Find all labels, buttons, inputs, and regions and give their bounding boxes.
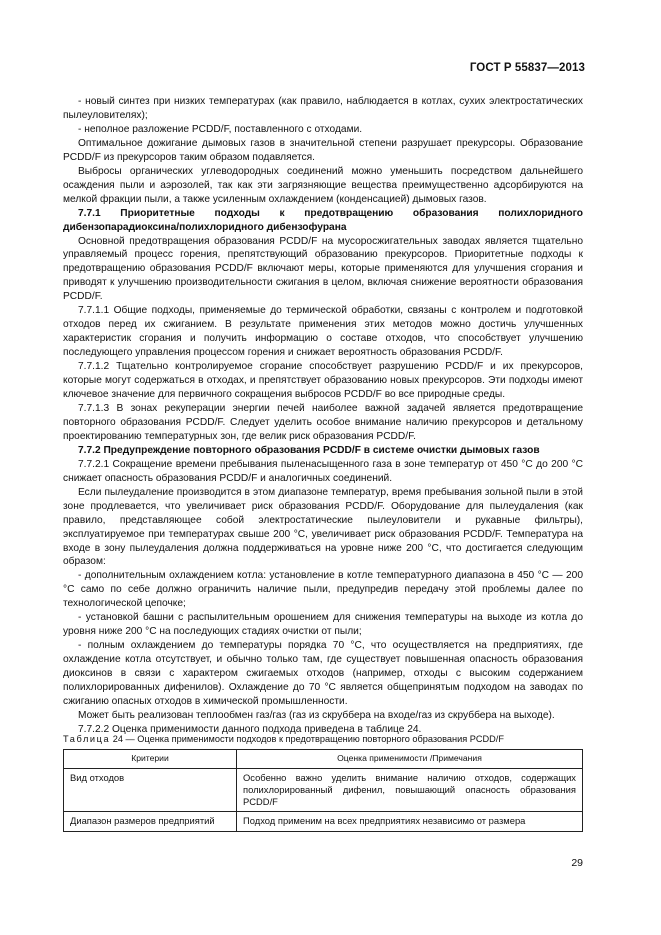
- table-cell-criterion: Вид отходов: [64, 769, 237, 812]
- table-row: [64, 812, 583, 832]
- column-header-assessment: Оценка применимости /Примечания: [237, 750, 583, 769]
- table-caption-label: Таблица: [63, 734, 111, 744]
- column-header-criteria: Критерии: [64, 750, 237, 769]
- paragraph: 7.7.1.1 Общие подходы, применяемые до термической обработки, связаны с контролем и подготовкой отходов перед их сжиганием. В результате применения этих методов можно достичь улучшенных характеристик сгорания и получить информацию о составе отходов, что способствует улучшению последующего управления процессом горения и снижает вероятность образования PCDD/F.: [63, 305, 583, 359]
- document-code-header: ГОСТ Р 55837—2013: [469, 62, 585, 74]
- paragraph: - неполное разложение PCDD/F, поставленного с отходами.: [78, 123, 363, 135]
- list-item: - полным охлаждением до температуры порядка 70 °С, что осуществляется на предприятиях, где охлаждение котла отсутствует, и обычно только там, где существует повышенная опасность образования диоксинов в связи с характером сжигаемых отходов (например, отходы с высоким содержанием полихлорированных дифенилов). Охлаждение до 70 °С является общепринятым подходом на заводах по сжиганию опасных отходов в химической промышленности.: [63, 640, 583, 707]
- applicability-table: [63, 749, 583, 832]
- paragraph: Если пылеудаление производится в этом диапазоне температур, время пребывания зольной пыли в этой зоне продлевается, что увеличивает риск образования PCDD/F. Оборудование для пылеудаления (как правило, представляющее собой электростатические пылеуловители и рукавные фильтры), эксплуатируемое при температурах свыше 200 °С, увеличивает риск образования PCDD/F. Температура на входе в зону пылеудаления должна поддерживаться на уровне ниже 200 °С, что достигается следующим образом:: [63, 486, 583, 568]
- table-row: [64, 769, 583, 812]
- page-number: 29: [571, 857, 583, 869]
- table-header-row: [64, 750, 583, 769]
- section-heading-7-7-1: 7.7.1 Приоритетные подходы к предотвращению образования полихлоридного дибензопарадиоксина/полихлоридного дибензофурана: [63, 207, 583, 233]
- paragraph: - новый синтез при низких температурах (как правило, наблюдается в котлах, сухих электростатических пылеуловителях);: [63, 96, 583, 121]
- list-item: - установкой башни с распылительным орошением для снижения температуры на выходе из котла до уровня ниже 200 °С на последующих стадиях очистки от пыли;: [63, 612, 583, 638]
- table-caption-text: 24 — Оценка применимости подходов к предотвращению повторного образования PCDD/F: [110, 734, 504, 744]
- section-heading-7-7-2: 7.7.2 Предупреждение повторного образования PCDD/F в системе очистки дымовых газов: [78, 444, 540, 456]
- paragraph: 7.7.2.2 Оценка применимости данного подхода приведена в таблице 24.: [78, 723, 422, 735]
- paragraph: 7.7.1.3 В зонах рекуперации энергии печей наиболее важной задачей является предотвращение повторного образования PCDD/F. Следует уделить особое внимание наличию прекурсоров и детальному проектированию температурных зон, где велик риск образования PCDD/F.: [63, 402, 583, 442]
- document-body: [63, 95, 583, 737]
- list-item: - дополнительным охлаждением котла: установление в котле температурного диапазона в 450 °С — 200 °С само по себе должно ограничить наличие пыли, предупредив передачу этой проблемы далее по технологической цепочке;: [63, 570, 583, 610]
- table-cell-assessment: Особенно важно уделить внимание наличию отходов, содержащих полихлорированный дифенил, повышающий опасность образования PCDD/F: [237, 769, 583, 812]
- table-caption: [63, 733, 583, 745]
- paragraph: Выбросы органических углеводородных соединений можно уменьшить посредством дальнейшего осаждения пыли и аэрозолей, так как эти загрязняющие вещества преимущественно адсорбируются на мелкой фракции пыли, а также усиленным охлаждением (конденсацией) дымовых газов.: [63, 165, 583, 205]
- paragraph: 7.7.2.1 Сокращение времени пребывания пыленасыщенного газа в зоне температур от 450 °С до 200 °С снижает опасность образования PCDD/F и аналогичных соединений.: [63, 458, 583, 484]
- paragraph: Может быть реализован теплообмен газ/газ (газ из скруббера на входе/газ из скруббера на выходе).: [78, 709, 555, 721]
- paragraph: Основной предотвращения образования PCDD/F на мусоросжигательных заводах является тщательно управляемый процесс горения, препятствующий образованию прекурсоров. Приоритетные подходы к предотвращению образования PCDD/F включают меры, которые применяются для улучшения сгорания и приводят к улучшению производительности сжигания в целом, включая снижение вероятности образования PCDD/F.: [63, 235, 583, 303]
- table-cell-criterion: Диапазон размеров предприятий: [64, 812, 237, 832]
- paragraph: Оптимальное дожигание дымовых газов в значительной степени разрушает прекурсоры. Образование PCDD/F из прекурсоров таким образом подавляется.: [63, 137, 583, 163]
- table-cell-assessment: Подход применим на всех предприятиях независимо от размера: [237, 812, 583, 832]
- paragraph: 7.7.1.2 Тщательно контролируемое сгорание способствует разрушению PCDD/F и их прекурсоров, которые могут содержаться в отходах, и препятствует образованию новых прекурсоров. Эти подходы имеют ключевое значение для первичного сокращения выбросов PCDD/F во все природные среды.: [63, 361, 583, 401]
